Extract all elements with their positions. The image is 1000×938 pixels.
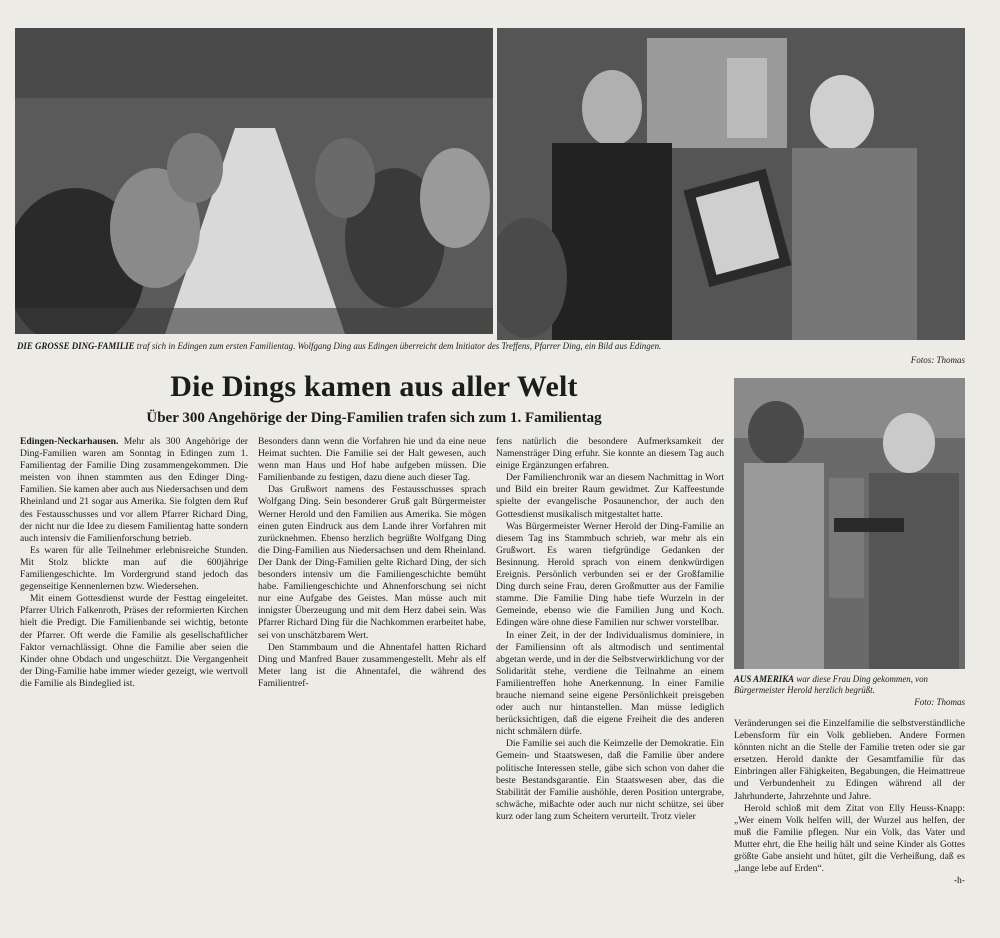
photo-credit: Fotos: Thomas [910, 355, 965, 365]
photo-caption-lead: DIE GROSSE DING-FAMILIE [17, 341, 135, 351]
article-column-4 [734, 718, 965, 887]
photo-caption [17, 341, 967, 352]
paragraph: Besonders dann wenn die Vorfahren hie und da eine neue Heimat suchten. Die Familie sei der Halt gewesen, auch wenn man Haus und Hof habe aufgeben müssen. Die Familienbande zu festigen, dazu diene auch dieser Tag. [258, 436, 486, 484]
paragraph: Den Stammbaum und die Ahnentafel hatten Richard Ding und Manfred Bauer zusammengestellt. Mehr als elf Meter lang ist die Ahnentafel, die während des Familientref- [258, 641, 486, 689]
paragraph: Es waren für alle Teilnehmer erlebnisreiche Stunden. Mit Stolz blickte man auf die 600jährige Familiengeschichte. Im Vordergrund stand jedoch das gegenseitige Kennenlernen bzw. Wiedersehen. [20, 544, 248, 593]
side-photo-america [734, 378, 965, 669]
article-column-2 [258, 436, 486, 690]
subheadline: Über 300 Angehörige der Ding-Familien trafen sich zum 1. Familientag [146, 410, 602, 426]
side-caption-text: war diese Frau Ding gekommen, von Bürgermeister Herold herzlich begrüßt. [734, 674, 928, 695]
paragraph: Veränderungen sei die Einzelfamilie die selbstverständliche Lebensform für ein Volk geblieben. Andere Formen könnten nicht an die Stelle der Familie treten oder sie gar ersetzen. Herold dankte der Gesamtfamilie für das Einbringen aller Fähigkeiten, Begabungen, die Heimattreue und Verbundenheit zu Edingen während all der Jahrhunderte, Jahrzehnte und Jahre. [734, 718, 965, 802]
dateline: Edingen-Neckarhausen. [20, 436, 119, 447]
side-photo-caption [734, 674, 965, 696]
paragraph: Herold schloß mit dem Zitat von Elly Heuss-Knapp: „Wer einem Volk helfen will, der Wurzel aus helfen, der muß die Familie pflegen. Nur ein Volk, das Vater und Mutter ehrt, die Ehe heilig hält und seine Kinder als Gottes größte Gabe ansieht und hütet, gilt die Verheißung, daß es „lange lebe auf Erden“. [734, 802, 965, 875]
side-photo-credit: Foto: Thomas [914, 697, 965, 707]
side-caption-lead: AUS AMERIKA [734, 674, 795, 684]
paragraph: Der Familienchronik war an diesem Nachmittag in Wort und Bild ein breiter Raum gewidmet. Zur Kaffeestunde spielte der evangelische Posaunenchor, der auch den Gottesdienst musikalisch mitgestaltet hatte. [496, 472, 724, 520]
headline: Die Dings kamen aus aller Welt [170, 370, 578, 403]
presentation-photo [497, 28, 965, 340]
paragraph: Das Grußwort namens des Festausschusses sprach Wolfgang Ding. Sein besonderer Gruß galt Bürgermeister Werner Herold und den Familien aus Amerika. Sie mögen einen guten Eindruck aus dem Lande ihrer Vorfahren mit zurücknehmen. Ebenso herzlich begrüßte Wolfgang Ding die Ding-Familien aus Niedersachsen und dem Rheinland. Der Dank der Ding-Familien gelte Richard Ding, der sich besonders intensiv um die Familiengeschichte bemüht habe. Familiengeschichte und Ahnenforschung sei nicht nur eine Aufgabe des Geistes. Man müsse auch mit innigster Überzeugung und mit dem Herz dabei sein. Was Pfarrer Richard Ding für die Nachkommen erarbeitet habe, sei von unschätzbarem Wert. [258, 484, 486, 641]
paragraph: Die Familie sei auch die Keimzelle der Demokratie. Ein Gemein- und Staatswesen, daß die Familie über andere politische Interessen stelle, gäbe sich schon von daher die beste Bestandsgarantie. Ein Staatswesen aber, das die Stabilität der Familie aushöhle, deren Position untergrabe, schwäche, mißachte oder auch nur nicht schütze, sei über kurz oder lang zum Scheitern verurteilt. Trotz vieler [496, 738, 724, 822]
article-column-1 [20, 436, 248, 690]
paragraph: Mehr als 300 Angehörige der Ding-Familien waren am Sonntag in Edingen zum 1. Familientag der Familie Ding zusammengekommen. Die meisten von ihnen stammten aus den Edinger Ding-Familien. Sie kamen aber auch aus Niedersachsen und dem Rheinland und 21 sogar aus Amerika. Sie folgten dem Ruf des Festausschusses und vor allem Pfarrer Richard Ding, der nicht nur die Idee zu diesem Familientag hatte sondern auch intensiv die Familienforschung betrieb. [20, 436, 248, 544]
author-signature: -h- [953, 875, 965, 887]
article-column-3 [496, 436, 724, 823]
paragraph: fens natürlich die besondere Aufmerksamkeit der Namensträger Ding erfuhr. Sie konnte an diesem Tag auch einige Ergänzungen erfahren. [496, 436, 724, 472]
paragraph: Was Bürgermeister Werner Herold der Ding-Familie an diesem Tag ins Stammbuch schrieb, war mehr als ein Grußwort. Es waren tiefgründige Gedanken der Besinnung. Herold sprach von einem denkwürdigen Ereignis. Persönlich verbunden sei er der Großfamilie Ding durch seine Frau, deren Großmutter aus der Familie stamme. Die Familie Ding habe tiefe Wurzeln in der Gemeinde, ebenso wie die Familien Jung und Koch. Edingen wäre ohne diese Familien nur schwer vorstellbar. [496, 520, 724, 629]
banquet-photo [15, 28, 493, 334]
paragraph: Mit einem Gottesdienst wurde der Festtag eingeleitet. Pfarrer Ulrich Falkenroth, Präses der reformierten Kirchen hielt die Predigt. Die Familienbande sei wichtig, betonte der Pfarrer. Oft werde die Familie als gesellschaftlicher Faktor vernachlässigt. Ohne die Familie aber seien die Kinder ohne Obdach und ungeschützt. Die Vergangenheit der Ding-Familie habe immer wieder gezeigt, wie wertvoll die Familie als Bindeglied ist. [20, 593, 248, 689]
photo-caption-text: traf sich in Edingen zum ersten Familientag. Wolfgang Ding aus Edingen überreicht dem Initiator des Treffens, Pfarrer Ding, ein Bild aus Edingen. [136, 341, 662, 351]
paragraph: In einer Zeit, in der der Individualismus dominiere, in der Familiensinn oft als altmodisch und sentimental abgetan werde, und in der die Selbstverwirklichung vor der Solidarität stehe, verdiene die Teilnahme an einem Familientreffen hohe Anerkennung. In einer Familie brauche niemand seine eigene Persönlichkeit preisgeben oder auch nur hintanstellen. Man müsse lediglich berücksichtigen, daß die eigene Freiheit die des anderen nicht schmälern dürfe. [496, 629, 724, 738]
